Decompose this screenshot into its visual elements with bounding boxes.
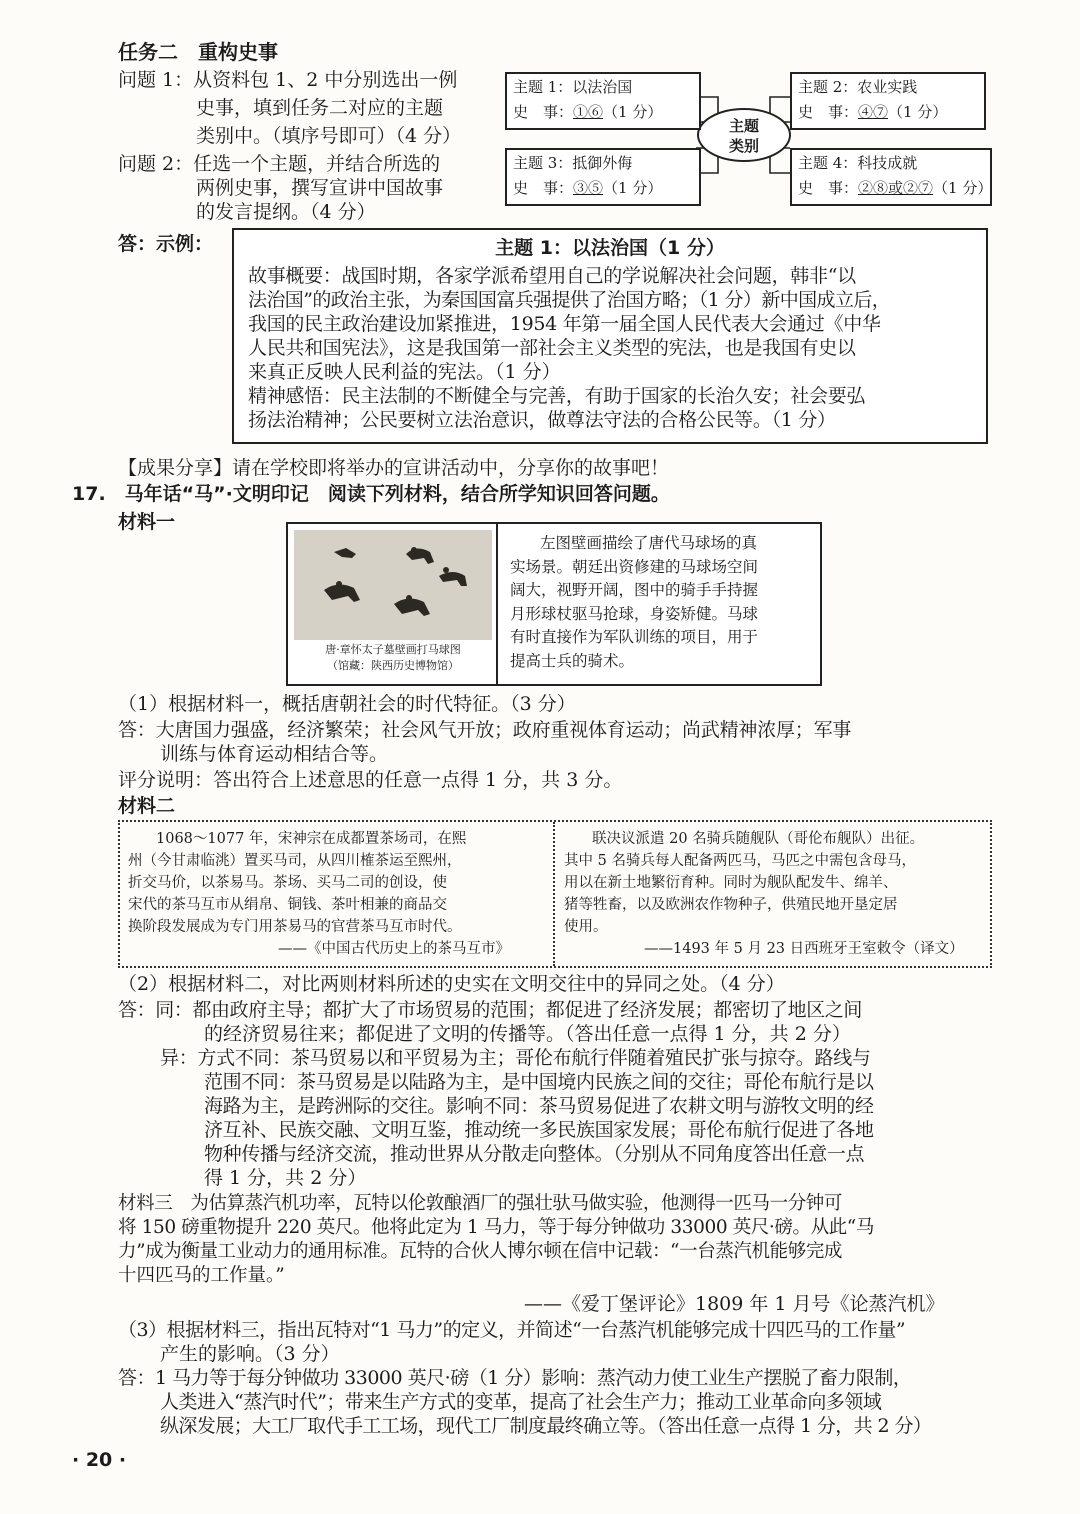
material-2-right-text: 联决议派遣 20 名骑兵随舰队（哥伦布舰队）出征。 其中 5 名骑兵每人配备两匹马，马匹之中需包含母马， 用以在新土地繁衍育种。同时为舰队配发牛、绵羊、 猪等牲畜，以及欧洲农作物种子，供殖民地开垦定居 使用。 ——1493 年 5 月 23 日西班牙王室敕令（译文） [564,828,964,960]
answer-3-line: 纵深发展；大工厂取代手工工场，现代工厂制度最终确立等。（答出任意一点得 1 分，共 2 分） [160,1415,932,1437]
task2-title: 任务二 重构史事 [118,40,278,64]
material-2-divider [553,822,555,966]
q17-title: 17. 马年话“马”·文明印记 阅读下列材料，结合所学知识回答问题。 [72,483,670,505]
polo-mural-image [294,530,492,640]
theme-2-label: 史 事： [798,103,859,121]
task2-q2-line3: 的发言提纲。（4 分） [196,201,376,223]
q17-sub2: （2）根据材料二，对比两则材料所述的史实在文明交往中的异同之处。（4 分） [118,973,785,995]
theme-box-3 [505,148,701,206]
answer-2-line: 物种传播与经济交流，推动世界从分散走向整体。（分别从不同角度答出任意一点 [204,1143,865,1165]
material-2-box [118,820,992,968]
q17-sub3-cont: 产生的影响。（3 分） [160,1343,340,1365]
material-1-divider [496,524,498,684]
answer-1-line: 训练与体育运动相结合等。 [160,743,389,765]
task2-q2-line1: 问题 2：任选一个主题，并结合所选的 [118,153,441,175]
theme-4-answer: ②⑧或②⑦ [858,179,934,197]
task2-q1-line1: 问题 1：从资料包 1、2 中分别选出一例 [118,69,458,91]
theme-1-score: （1 分） [603,103,663,121]
answer-2-line: 海路为主，是跨洲际的交往。影响不同：茶马贸易促进了农耕文明与游牧文明的经 [204,1095,874,1117]
page-number: · 20 · [72,1449,127,1471]
theme-2-title: 主题 2：农业实践 [798,78,918,96]
theme-box-1 [505,72,701,130]
theme-1-title: 主题 1：以法治国 [513,78,633,96]
theme-4-label: 史 事： [798,179,859,197]
q17-sub3: （3）根据材料三，指出瓦特对“1 马力”的定义，并简述“一台蒸汽机能够完成十四匹马的工作量” [118,1319,906,1341]
polo-mural-horses-icon [294,530,492,640]
theme-3-label: 史 事： [513,179,574,197]
task2-q2-line2: 两例史事，撰写宣讲中国故事 [196,177,444,199]
example-heading: 主题 1：以法治国（1 分） [495,237,725,259]
theme-2-answer: ④⑦ [858,103,889,121]
answer-2-line: 答：同：都由政府主导；都扩大了市场贸易的范围；都促进了经济发展；都密切了地区之间 [118,999,863,1021]
example-line: 精神感悟：民主法制的不断健全与完善，有助于国家的长治久安；社会要弘 [248,385,866,407]
material-2-label: 材料二 [118,795,176,817]
theme-1-answer: ①⑥ [573,103,604,121]
task2-q1-line2: 史事，填到任务二对应的主题 [196,97,444,119]
theme-center-label: 主题 类别 [728,117,759,155]
answer-2-line: 的经济贸易往来；都促进了文明的传播等。（答出任意一点得 1 分，共 2 分） [204,1023,851,1045]
material-1-label: 材料一 [118,511,176,533]
answer-1-note: 评分说明：答出符合上述意思的任意一点得 1 分，共 3 分。 [118,769,623,791]
material-2-left-text: 1068～1077 年，宋神宗在成都置茶场司，在熙 州（今甘肃临洮）置买马司，从四川榷茶运至熙州， 折交马价，以茶易马。茶场、买马二司的创设，使 宋代的茶马互市从绢帛、铜钱、茶叶相兼的商品交 换阶段发展成为专门用茶易马的官营茶马互市时代。 ——《中国古代历史上的茶马互市》 [128,828,510,960]
q17-sub1: （1）根据材料一，概括唐朝社会的时代特征。（3 分） [118,693,576,715]
theme-box-4 [790,148,992,206]
answer-2-line: 济互补、民族交融、文明互鉴，推动统一多民族国家发展；哥伦布航行促进了各地 [204,1119,874,1141]
example-line: 故事概要：战国时期，各家学派希望用自己的学说解决社会问题，韩非“以 [248,265,856,287]
material-2-right-source: ——1493 年 5 月 23 日西班牙王室敕令（译文） [644,941,964,957]
example-line: 人民共和国宪法》，这是我国第一部社会主义类型的宪法，也是我国有史以 [248,337,856,359]
material-1-box [286,522,822,686]
answer-2-line: 异：方式不同：茶马贸易以和平贸易为主；哥伦布航行伴随着殖民扩张与掠夺。路线与 [160,1047,871,1069]
theme-3-score: （1 分） [603,179,663,197]
example-box [232,228,988,444]
theme-box-2 [790,72,986,130]
theme-1-label: 史 事： [513,103,574,121]
answer-2-line: 得 1 分，共 2 分） [204,1167,367,1189]
material-3-text: 材料三 为估算蒸汽机功率，瓦特以伦敦酿酒厂的强壮驮马做实验，他测得一匹马一分钟可 将 150 磅重物提升 220 英尺。他将此定为 1 马力，等于每分钟做功 33000 英尺·磅。从此“马 力”成为衡量工业动力的通用标准。瓦特的合伙人博尔顿在信中记载：“一台蒸汽机能够完成 十四匹马的工作量。” [118,1193,874,1286]
polo-mural-caption: 唐·章怀太子墓壁画打马球图 （馆藏：陕西历史博物馆） [325,643,461,672]
answer-1-line: 答：大唐国力强盛，经济繁荣；社会风气开放；政府重视体育运动；尚武精神浓厚；军事 [118,719,852,741]
material-2-left-source: ——《中国古代历史上的茶马互市》 [278,941,510,957]
example-line: 扬法治精神；公民要树立法治意识，做尊法守法的合格公民等。（1 分） [248,409,836,431]
theme-3-answer: ③⑤ [573,179,604,197]
theme-2-score: （1 分） [888,103,948,121]
material-3-source: ——《爱丁堡评论》1809 年 1 月号《论蒸汽机》 [524,1293,945,1315]
theme-4-score: （1 分） [933,179,993,197]
example-line: 来真正反映人民利益的宪法。（1 分） [248,361,561,383]
example-prefix: 答：示例： [118,233,214,255]
theme-3-title: 主题 3：抵御外侮 [513,154,633,172]
task2-q1-line3: 类别中。（填序号即可）（4 分） [196,125,462,147]
share-line: 【成果分享】请在学校即将举办的宣讲活动中，分享你的故事吧！ [118,457,670,479]
answer-3-line: 答：1 马力等于每分钟做功 33000 英尺·磅（1 分）影响：蒸汽动力使工业生产摆脱了畜力限制， [118,1367,912,1389]
example-line: 法治国”的政治主张，为秦国国富兵强提供了治国方略；（1 分）新中国成立后， [248,289,891,311]
material-1-text: 左图壁画描绘了唐代马球场的真 实场景。朝廷出资修建的马球场空间 阔大，视野开阔，图中的骑手手持握 月形球杖驱马抢球，身姿矫健。马球 有时直接作为军队训练的项目，用于 提高士兵的骑术。 [510,534,759,670]
answer-3-line: 人类进入“蒸汽时代”；带来生产方式的变革，提高了社会生产力；推动工业革命向多领域 [160,1391,882,1413]
theme-4-title: 主题 4：科技成就 [798,154,918,172]
answer-2-line: 范围不同：茶马贸易是以陆路为主，是中国境内民族之间的交往；哥伦布航行是以 [204,1071,874,1093]
example-line: 我国的民主政治建设加紧推进，1954 年第一届全国人民代表大会通过《中华 [248,313,881,335]
